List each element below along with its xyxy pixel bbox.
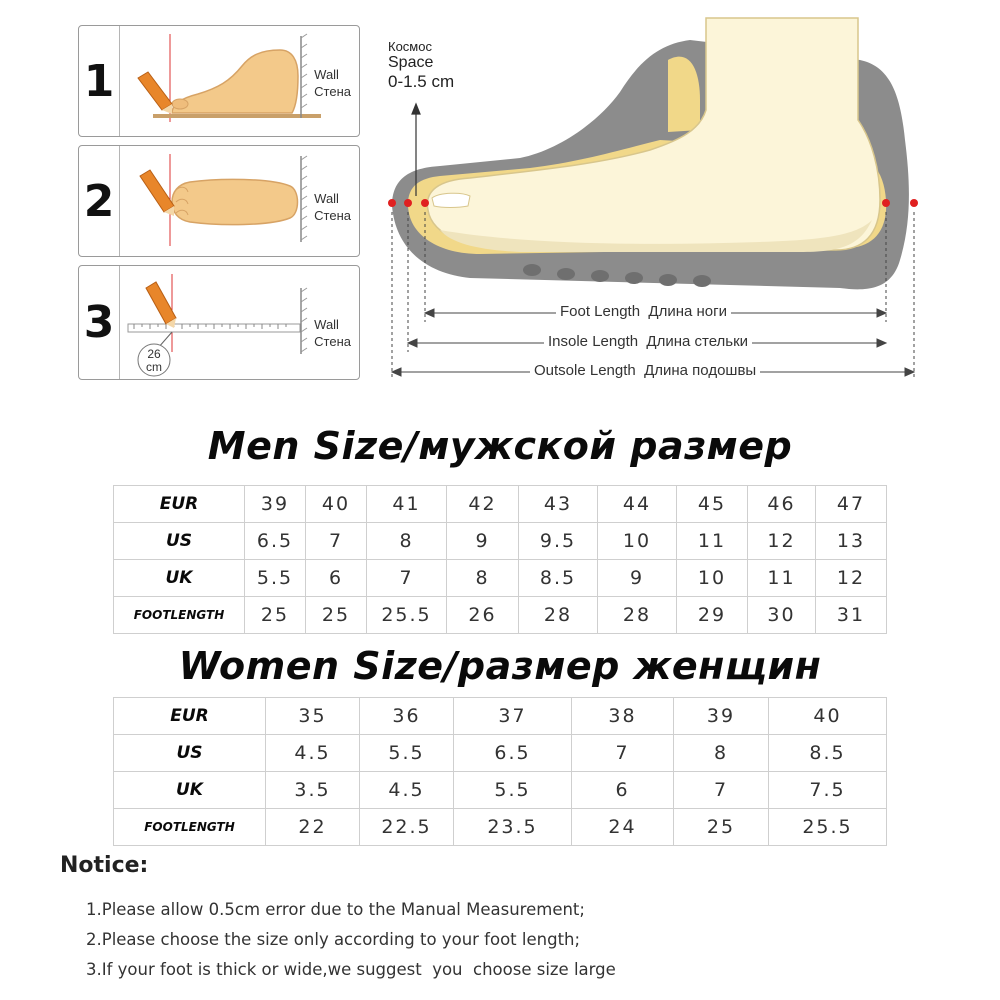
table-cell: 12 xyxy=(748,523,816,560)
men-size-table xyxy=(113,485,887,634)
table-cell: 9 xyxy=(598,560,677,597)
table-cell: 35 xyxy=(266,698,360,735)
table-cell: 28 xyxy=(598,597,677,634)
table-cell: 36 xyxy=(360,698,454,735)
table-cell: 47 xyxy=(816,486,887,523)
table-cell: 6 xyxy=(306,560,367,597)
insole-length-label: Insole Length Длина стельки xyxy=(544,333,752,350)
table-cell: 13 xyxy=(816,523,887,560)
men-size-title: Men Size/мужской размер xyxy=(207,424,793,468)
table-cell: 4.5 xyxy=(266,735,360,772)
table-cell: 44 xyxy=(598,486,677,523)
row-header: EUR xyxy=(114,698,266,735)
table-cell: 8 xyxy=(367,523,447,560)
measurement-unit: cm xyxy=(146,360,162,374)
table-cell: 10 xyxy=(677,560,748,597)
table-cell: 26 xyxy=(447,597,519,634)
notice-item-1: 1.Please allow 0.5cm error due to the Manual Measurement; xyxy=(86,900,585,919)
table-cell: 25 xyxy=(306,597,367,634)
table-cell: 42 xyxy=(447,486,519,523)
table-row xyxy=(114,486,887,523)
table-cell: 39 xyxy=(674,698,769,735)
table-cell: 3.5 xyxy=(266,772,360,809)
table-cell: 40 xyxy=(769,698,887,735)
row-header: FOOTLENGTH xyxy=(114,809,266,846)
table-cell: 8 xyxy=(674,735,769,772)
step-number: 2 xyxy=(79,146,120,256)
women-size-title: Women Size/размер женщин xyxy=(178,644,822,688)
row-header: EUR xyxy=(114,486,245,523)
table-cell: 11 xyxy=(748,560,816,597)
table-row xyxy=(114,698,887,735)
table-cell: 28 xyxy=(519,597,598,634)
row-header: FOOTLENGTH xyxy=(114,597,245,634)
table-cell: 8 xyxy=(447,560,519,597)
women-size-table xyxy=(113,697,887,846)
table-cell: 5.5 xyxy=(245,560,306,597)
table-cell: 25 xyxy=(245,597,306,634)
row-header: US xyxy=(114,735,266,772)
table-cell: 6.5 xyxy=(245,523,306,560)
table-row xyxy=(114,772,887,809)
table-cell: 22.5 xyxy=(360,809,454,846)
table-cell: 24 xyxy=(572,809,674,846)
table-cell: 23.5 xyxy=(454,809,572,846)
table-cell: 7 xyxy=(674,772,769,809)
space-label-ru: Космос xyxy=(388,39,432,54)
table-cell: 29 xyxy=(677,597,748,634)
table-cell: 4.5 xyxy=(360,772,454,809)
table-cell: 37 xyxy=(454,698,572,735)
table-cell: 30 xyxy=(748,597,816,634)
table-cell: 31 xyxy=(816,597,887,634)
table-cell: 8.5 xyxy=(769,735,887,772)
wall-label-ru: Стена xyxy=(314,334,351,349)
table-cell: 43 xyxy=(519,486,598,523)
row-header: UK xyxy=(114,560,245,597)
wall-label-en: Wall xyxy=(314,317,339,332)
table-cell: 25.5 xyxy=(367,597,447,634)
table-cell: 7 xyxy=(572,735,674,772)
notice-item-3: 3.If your foot is thick or wide,we suggest you choose size large xyxy=(86,960,616,979)
table-cell: 41 xyxy=(367,486,447,523)
step-number: 1 xyxy=(79,26,120,136)
table-row xyxy=(114,809,887,846)
wall-label-en: Wall xyxy=(314,191,339,206)
table-cell: 7.5 xyxy=(769,772,887,809)
table-row xyxy=(114,597,887,634)
table-cell: 39 xyxy=(245,486,306,523)
table-cell: 5.5 xyxy=(454,772,572,809)
table-row xyxy=(114,523,887,560)
outsole-length-label: Outsole Length Длина подошвы xyxy=(530,362,760,379)
table-cell: 6.5 xyxy=(454,735,572,772)
table-cell: 46 xyxy=(748,486,816,523)
space-label xyxy=(388,39,454,92)
space-range: 0-1.5 cm xyxy=(388,72,455,91)
table-row xyxy=(114,560,887,597)
table-cell: 22 xyxy=(266,809,360,846)
wall-label-ru: Стена xyxy=(314,208,351,223)
step-number: 3 xyxy=(79,266,120,379)
table-row xyxy=(114,735,887,772)
table-cell: 9.5 xyxy=(519,523,598,560)
table-cell: 12 xyxy=(816,560,887,597)
table-cell: 25 xyxy=(674,809,769,846)
wall-label-en: Wall xyxy=(314,67,339,82)
row-header: UK xyxy=(114,772,266,809)
table-cell: 11 xyxy=(677,523,748,560)
table-cell: 25.5 xyxy=(769,809,887,846)
space-label-en: Space xyxy=(388,54,434,71)
table-cell: 38 xyxy=(572,698,674,735)
notice-item-2: 2.Please choose the size only according to your foot length; xyxy=(86,930,581,949)
table-cell: 45 xyxy=(677,486,748,523)
table-cell: 5.5 xyxy=(360,735,454,772)
foot-length-label: Foot Length Длина ноги xyxy=(556,303,731,320)
table-cell: 9 xyxy=(447,523,519,560)
table-cell: 6 xyxy=(572,772,674,809)
table-cell: 40 xyxy=(306,486,367,523)
table-cell: 10 xyxy=(598,523,677,560)
table-cell: 7 xyxy=(306,523,367,560)
wall-label-ru: Стена xyxy=(314,84,351,99)
notice-title: Notice: xyxy=(60,853,149,878)
shoe-measurement-diagram xyxy=(0,0,1000,400)
measurement-value: 26 xyxy=(147,347,161,361)
table-cell: 7 xyxy=(367,560,447,597)
table-cell: 8.5 xyxy=(519,560,598,597)
row-header: US xyxy=(114,523,245,560)
